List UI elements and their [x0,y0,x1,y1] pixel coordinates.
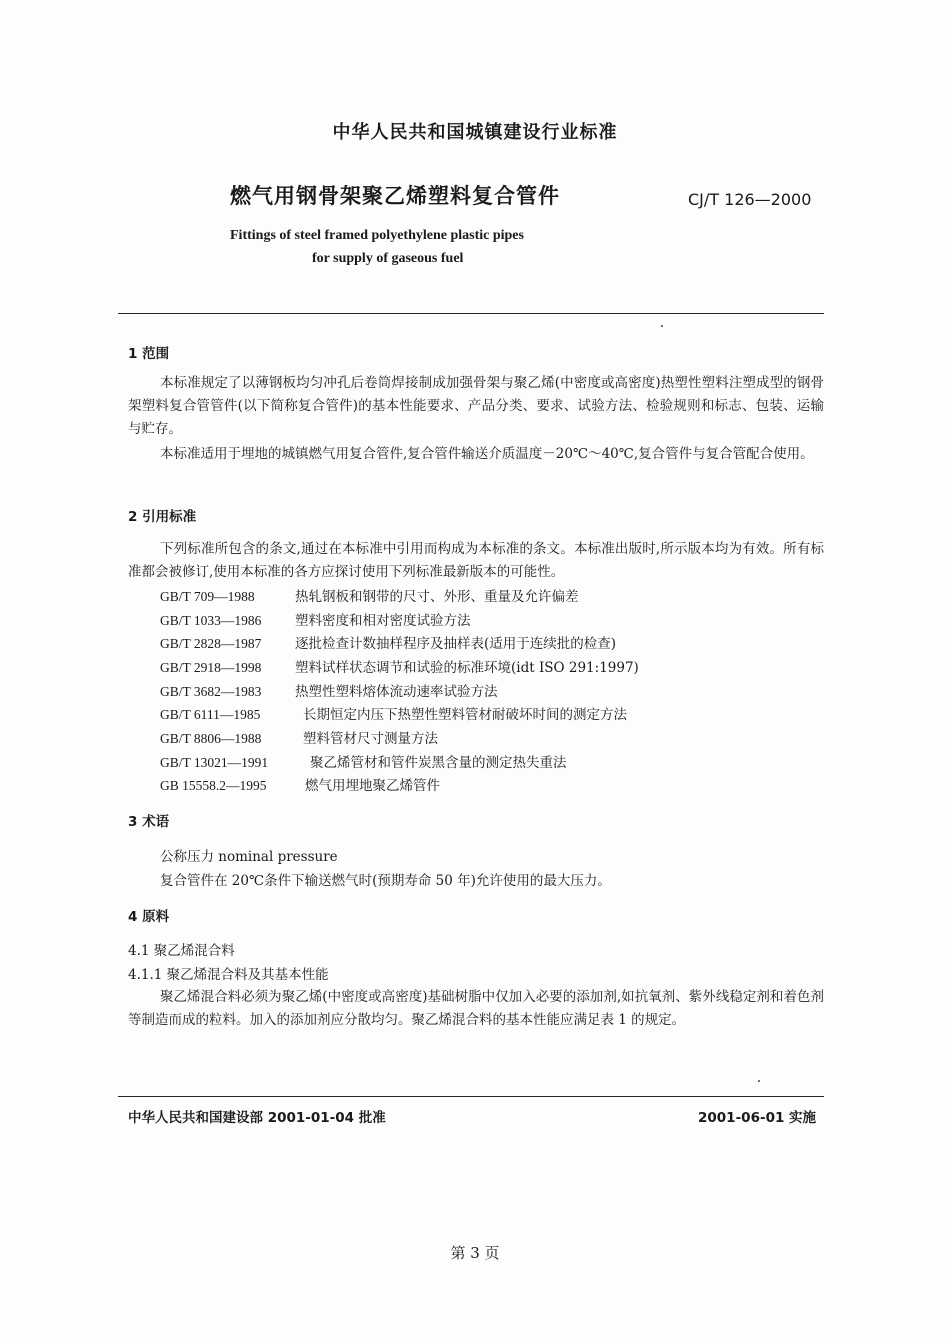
term-nominal-pressure: 公称压力 nominal pressure [160,849,338,865]
reference-item: GB/T 2918—1998 塑料试样状态调节和试验的标准环境(idt ISO 291:1997) [160,660,639,676]
scan-speck [758,1080,760,1082]
section-4-paragraph-1: 聚乙烯混合料必须为聚乙烯(中密度或高密度)基础树脂中仅加入必要的添加剂,如抗氧剂、紫外线稳定剂和着色剂等制造而成的粒料。加入的添加剂应分散均匀。聚乙烯混合料的基本性能应满足表 1 的规定。 [128,989,824,1028]
section-2-heading: 2 引用标准 [128,509,197,525]
section-1-heading: 1 范围 [128,346,170,362]
reference-item: GB/T 3682—1983 热塑性塑料熔体流动速率试验方法 [160,684,498,700]
reference-item: GB/T 1033—1986 塑料密度和相对密度试验方法 [160,613,471,629]
subsection-4-1-heading: 4.1 聚乙烯混合料 [128,943,235,959]
reference-item: GB/T 2828—1987 逐批检查计数抽样程序及抽样表(适用于连续批的检查) [160,636,617,652]
reference-item: GB/T 709—1988 热轧钢板和钢带的尺寸、外形、重量及允许偏差 [160,589,579,605]
page-number: 第 3 页 [450,1244,500,1262]
approval-line: 中华人民共和国建设部 2001-01-04 批准 [128,1110,386,1126]
subsection-4-1-1-heading: 4.1.1 聚乙烯混合料及其基本性能 [128,967,329,983]
document-title: 燃气用钢骨架聚乙烯塑料复合管件 [230,184,560,208]
reference-item: GB/T 8806—1988 塑料管材尺寸测量方法 [160,731,438,747]
english-title-line-2: for supply of gaseous fuel [312,251,464,266]
section-1-paragraph-2: 本标准适用于埋地的城镇燃气用复合管件,复合管件输送介质温度－20℃～40℃,复合管件与复合管配合使用。 [160,446,814,462]
scan-speck [661,325,663,327]
term-definition: 复合管件在 20℃条件下输送燃气时(预期寿命 50 年)允许使用的最大压力。 [160,873,611,889]
reference-item: GB/T 13021—1991 聚乙烯管材和管件炭黑含量的测定热失重法 [160,755,567,771]
standard-code: CJ/T 126—2000 [688,190,812,209]
english-title-line-1: Fittings of steel framed polyethylene plastic pipes [230,228,524,243]
reference-item: GB 15558.2—1995 燃气用埋地聚乙烯管件 [160,778,440,794]
section-3-heading: 3 术语 [128,814,170,830]
issuing-organization: 中华人民共和国城镇建设行业标准 [332,122,618,143]
section-4-heading: 4 原料 [128,909,170,925]
effective-date-line: 2001-06-01 实施 [698,1110,817,1126]
header-divider [118,313,824,314]
section-2-paragraph-1: 下列标准所包含的条文,通过在本标准中引用而构成为本标准的条文。本标准出版时,所示版本均为有效。所有标准都会被修订,使用本标准的各方应探讨使用下列标准最新版本的可能性。 [128,541,824,580]
section-1-paragraph-1: 本标准规定了以薄钢板均匀冲孔后卷筒焊接制成加强骨架与聚乙烯(中密度或高密度)热塑性塑料注塑成型的钢骨架塑料复合管管件(以下简称复合管件)的基本性能要求、产品分类、要求、试验方法、检验规则和标志、包装、运输与贮存。 [128,375,824,437]
reference-item: GB/T 6111—1985 长期恒定内压下热塑性塑料管材耐破坏时间的测定方法 [160,707,627,723]
footer-divider [118,1096,824,1097]
